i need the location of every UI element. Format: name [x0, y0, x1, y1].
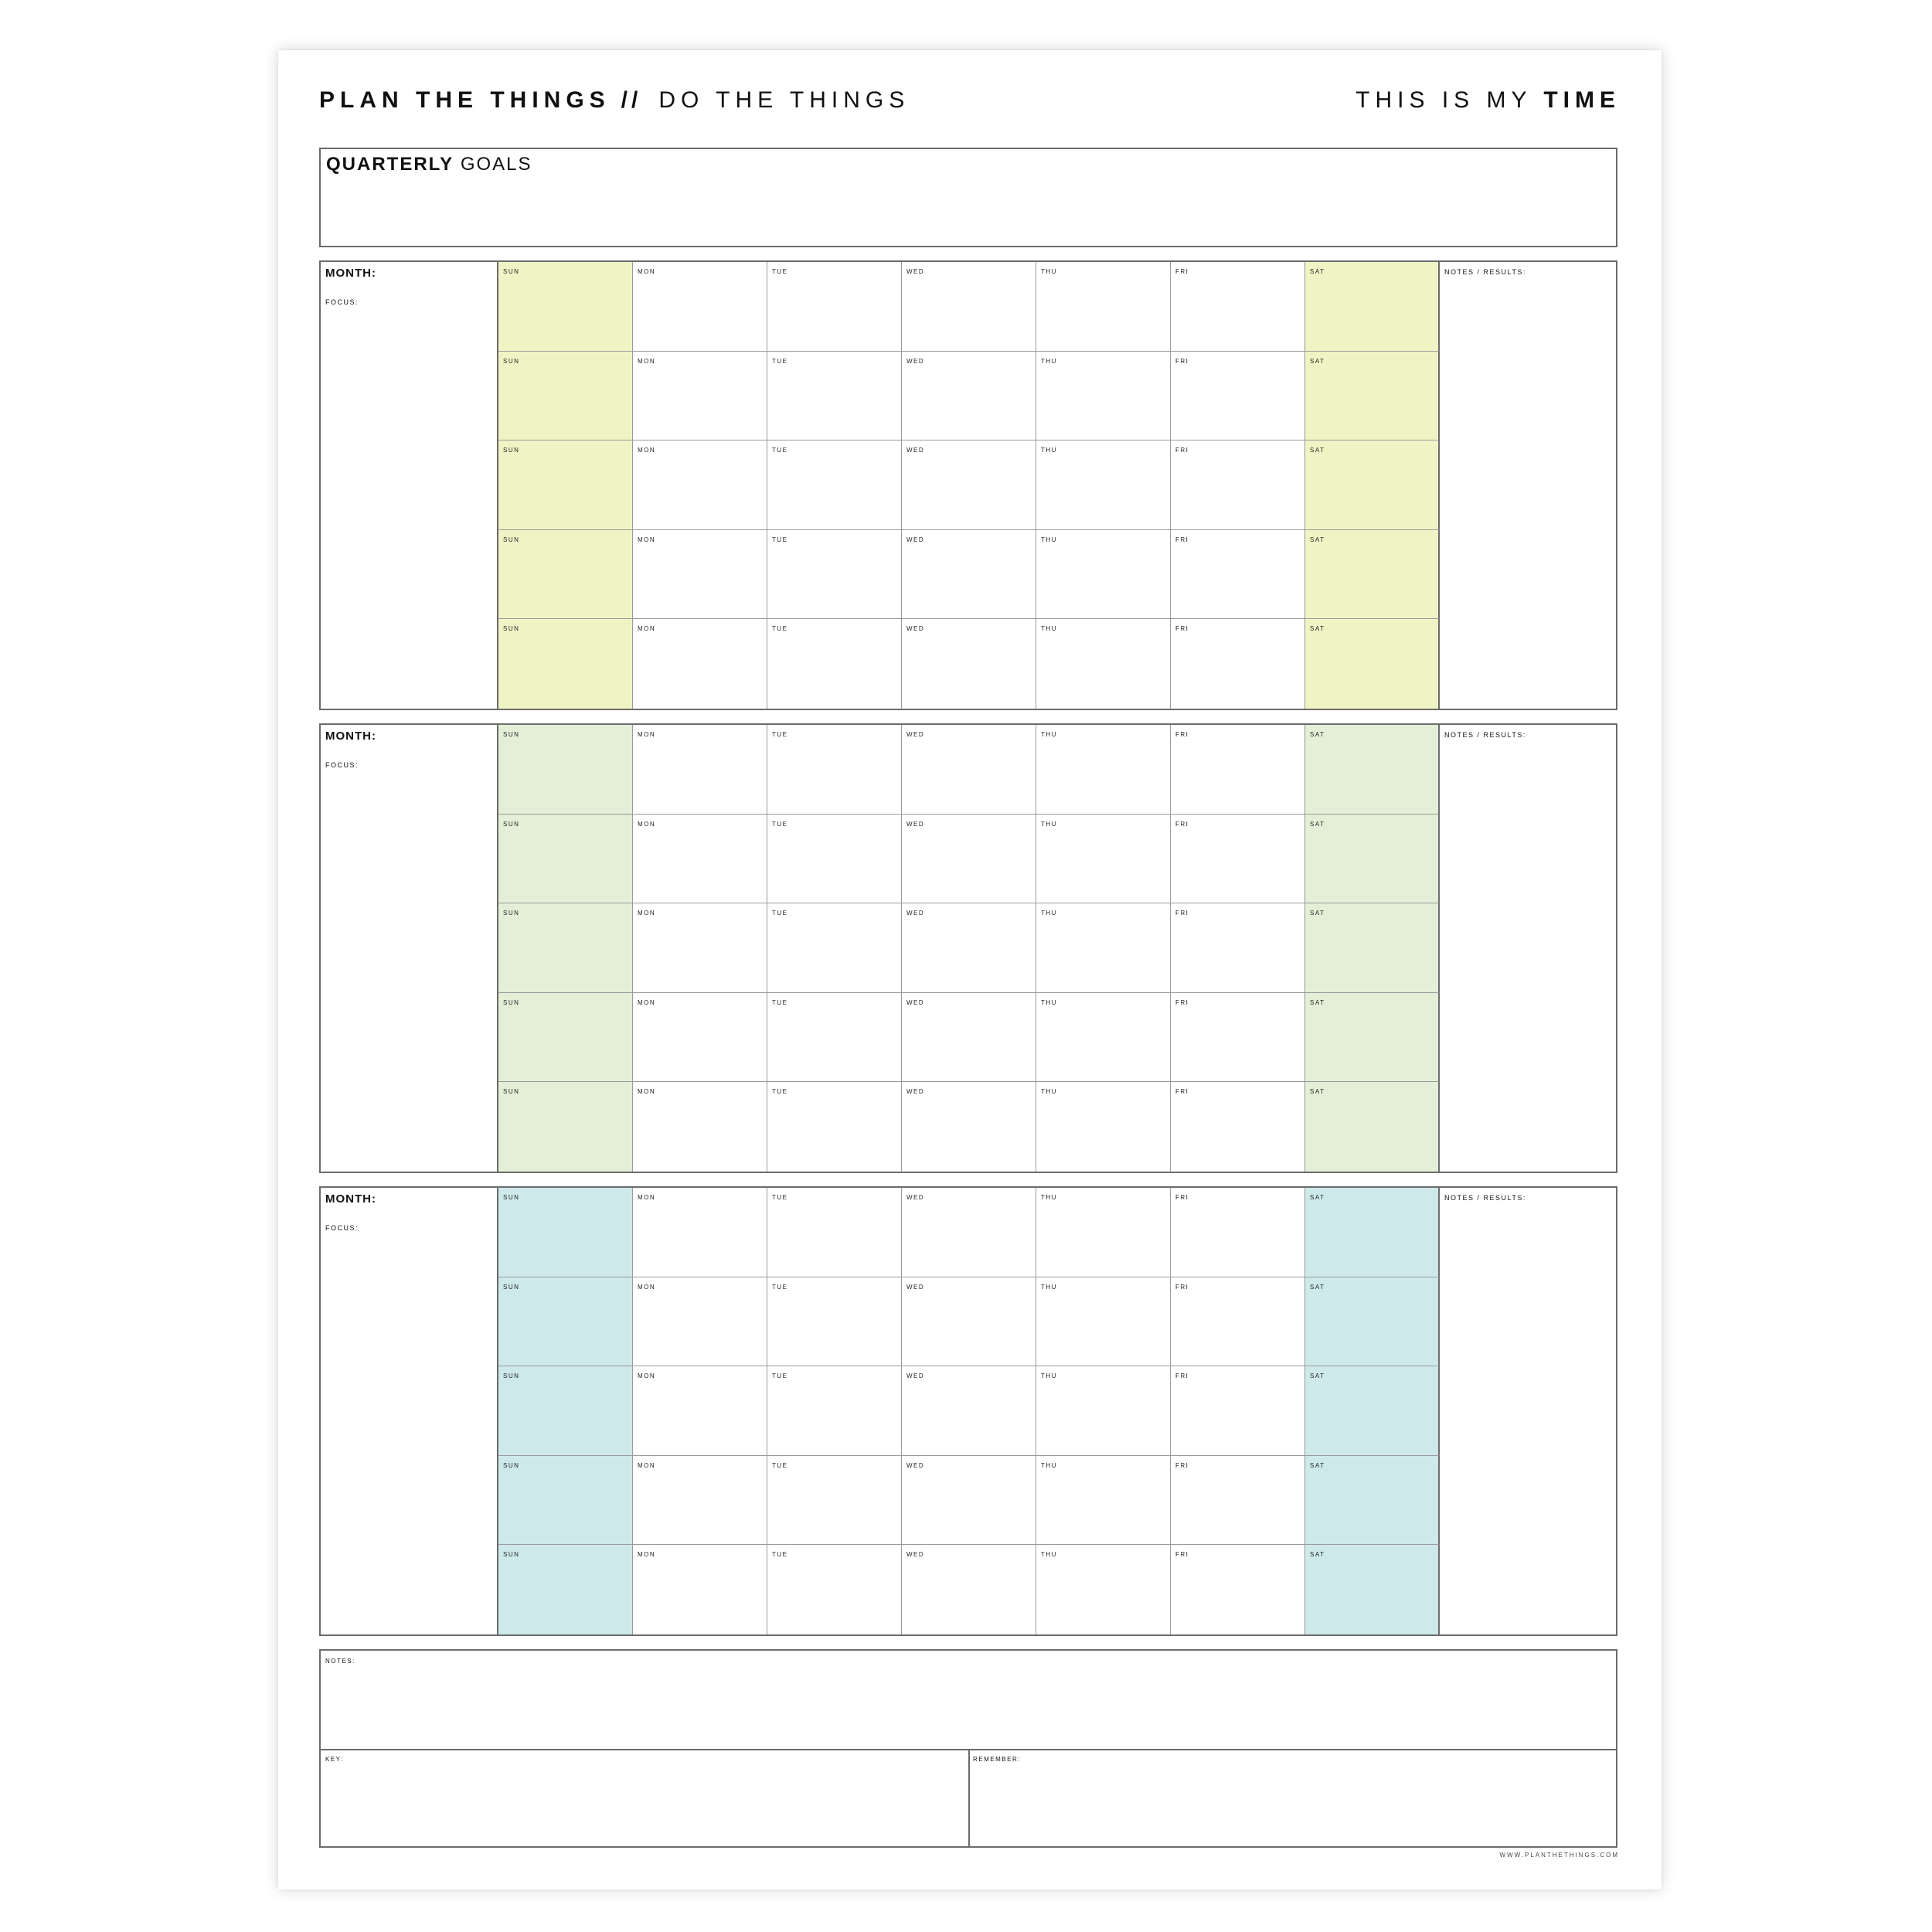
quarterly-goals-box[interactable]: [319, 148, 1617, 247]
day-cell-thu[interactable]: [1036, 440, 1171, 530]
day-cell-mon[interactable]: [633, 993, 767, 1083]
day-cell-thu[interactable]: [1036, 815, 1171, 904]
day-label: MON: [638, 731, 656, 738]
day-cell-sat[interactable]: [1305, 1456, 1440, 1546]
day-cell-wed[interactable]: [902, 1456, 1036, 1546]
day-label: MON: [638, 998, 656, 1006]
day-label: MON: [638, 1551, 656, 1559]
day-label: THU: [1041, 998, 1057, 1006]
day-cell-wed[interactable]: [902, 815, 1036, 904]
day-cell-thu[interactable]: [1036, 725, 1171, 815]
day-cell-wed[interactable]: [902, 1366, 1036, 1456]
key-label: KEY:: [325, 1756, 344, 1763]
day-cell-fri[interactable]: [1171, 352, 1305, 441]
day-cell-mon[interactable]: [633, 1277, 767, 1367]
day-label: MON: [638, 1461, 656, 1469]
day-label: WED: [906, 1372, 925, 1380]
day-cell-tue[interactable]: [767, 262, 902, 352]
day-cell-thu[interactable]: [1036, 993, 1171, 1083]
day-label: TUE: [772, 1088, 788, 1096]
day-label: MON: [638, 910, 656, 917]
day-label: WED: [906, 1088, 925, 1096]
day-cell-sat[interactable]: [1305, 993, 1440, 1083]
day-cell-sun[interactable]: [498, 440, 633, 530]
day-cell-fri[interactable]: [1171, 530, 1305, 620]
day-cell-wed[interactable]: [902, 1188, 1036, 1277]
day-label: TUE: [772, 1194, 788, 1201]
day-cell-mon[interactable]: [633, 530, 767, 620]
day-label: FRI: [1175, 1461, 1189, 1469]
day-label: FRI: [1175, 625, 1189, 633]
remember-label: REMEMBER:: [973, 1756, 1021, 1763]
day-cell-tue[interactable]: [767, 530, 902, 620]
notes-results-column[interactable]: [1440, 1188, 1616, 1634]
day-label: TUE: [772, 910, 788, 917]
day-cell-tue[interactable]: [767, 1277, 902, 1367]
day-cell-wed[interactable]: [902, 725, 1036, 815]
day-label: THU: [1041, 625, 1057, 633]
day-label: SUN: [503, 447, 520, 454]
day-label: SAT: [1310, 998, 1325, 1006]
day-label: WED: [906, 910, 925, 917]
day-label: WED: [906, 357, 925, 365]
day-label: THU: [1041, 1461, 1057, 1469]
day-label: SUN: [503, 1372, 520, 1380]
notes-results-label: NOTES / RESULTS:: [1444, 1194, 1526, 1202]
day-cell-sun[interactable]: [498, 1456, 633, 1546]
day-label: FRI: [1175, 998, 1189, 1006]
header-do-text: DO THE THINGS: [658, 87, 910, 113]
day-cell-sat[interactable]: [1305, 440, 1440, 530]
day-cell-tue[interactable]: [767, 815, 902, 904]
day-label: TUE: [772, 536, 788, 543]
day-cell-sat[interactable]: [1305, 1366, 1440, 1456]
day-label: SAT: [1310, 1283, 1325, 1291]
day-cell-tue[interactable]: [767, 993, 902, 1083]
day-cell-sat[interactable]: [1305, 815, 1440, 904]
day-cell-sun[interactable]: [498, 725, 633, 815]
notes-results-column[interactable]: [1440, 725, 1616, 1172]
month-block-3: [319, 1186, 1617, 1636]
header-this-is-my-text: THIS IS MY: [1355, 87, 1532, 113]
day-cell-fri[interactable]: [1171, 815, 1305, 904]
day-cell-fri[interactable]: [1171, 1456, 1305, 1546]
day-label: SAT: [1310, 1194, 1325, 1201]
day-label: WED: [906, 268, 925, 275]
day-label: WED: [906, 731, 925, 738]
day-cell-sun[interactable]: [498, 1188, 633, 1277]
day-label: SUN: [503, 820, 520, 828]
day-label: TUE: [772, 357, 788, 365]
planner-sheet: [278, 50, 1662, 1889]
day-cell-mon[interactable]: [633, 1082, 767, 1172]
day-label: FRI: [1175, 1283, 1189, 1291]
day-label: THU: [1041, 268, 1057, 275]
day-label: SAT: [1310, 910, 1325, 917]
day-cell-fri[interactable]: [1171, 1082, 1305, 1172]
day-cell-wed[interactable]: [902, 903, 1036, 993]
day-label: SAT: [1310, 1461, 1325, 1469]
day-cell-mon[interactable]: [633, 352, 767, 441]
day-cell-fri[interactable]: [1171, 1366, 1305, 1456]
day-label: MON: [638, 447, 656, 454]
day-label: SAT: [1310, 536, 1325, 543]
header-left: [319, 87, 910, 114]
day-label: SUN: [503, 357, 520, 365]
day-cell-sun[interactable]: [498, 1545, 633, 1634]
day-label: THU: [1041, 1088, 1057, 1096]
day-label: TUE: [772, 447, 788, 454]
day-label: MON: [638, 1372, 656, 1380]
day-label: MON: [638, 1088, 656, 1096]
day-cell-mon[interactable]: [633, 903, 767, 993]
day-label: FRI: [1175, 357, 1189, 365]
day-label: MON: [638, 1283, 656, 1291]
day-cell-thu[interactable]: [1036, 903, 1171, 993]
day-label: SAT: [1310, 357, 1325, 365]
header-right: [1355, 87, 1621, 114]
footer-url: WWW.PLANTHETHINGS.COM: [1499, 1852, 1619, 1859]
day-cell-sun[interactable]: [498, 352, 633, 441]
day-cell-sat[interactable]: [1305, 1545, 1440, 1634]
day-cell-mon[interactable]: [633, 619, 767, 709]
day-cell-tue[interactable]: [767, 1545, 902, 1634]
day-label: FRI: [1175, 1372, 1189, 1380]
month-info-column[interactable]: [321, 262, 498, 709]
day-cell-sun[interactable]: [498, 262, 633, 352]
day-cell-sat[interactable]: [1305, 725, 1440, 815]
day-cell-sun[interactable]: [498, 619, 633, 709]
day-label: FRI: [1175, 820, 1189, 828]
day-label: TUE: [772, 820, 788, 828]
key-area[interactable]: [321, 1749, 970, 1846]
day-label: FRI: [1175, 447, 1189, 454]
header-plan-text: PLAN THE THINGS: [319, 87, 611, 113]
day-cell-sat[interactable]: [1305, 1188, 1440, 1277]
month-label: MONTH:: [325, 267, 376, 280]
day-label: TUE: [772, 1372, 788, 1380]
day-cell-sat[interactable]: [1305, 619, 1440, 709]
day-cell-sat[interactable]: [1305, 1082, 1440, 1172]
day-cell-sun[interactable]: [498, 1366, 633, 1456]
bottom-section: [319, 1649, 1617, 1848]
day-label: SUN: [503, 998, 520, 1006]
day-cell-thu[interactable]: [1036, 1082, 1171, 1172]
day-label: WED: [906, 536, 925, 543]
day-label: TUE: [772, 268, 788, 275]
day-label: THU: [1041, 447, 1057, 454]
day-label: SUN: [503, 268, 520, 275]
day-label: MON: [638, 268, 656, 275]
day-cell-tue[interactable]: [767, 619, 902, 709]
day-cell-sat[interactable]: [1305, 262, 1440, 352]
day-label: WED: [906, 1461, 925, 1469]
day-label: FRI: [1175, 1088, 1189, 1096]
day-label: SAT: [1310, 731, 1325, 738]
notes-results-label: NOTES / RESULTS:: [1444, 731, 1526, 739]
day-label: SAT: [1310, 625, 1325, 633]
day-label: SAT: [1310, 820, 1325, 828]
day-cell-mon[interactable]: [633, 1366, 767, 1456]
day-cell-sun[interactable]: [498, 1082, 633, 1172]
day-label: SAT: [1310, 1088, 1325, 1096]
day-cell-tue[interactable]: [767, 352, 902, 441]
day-label: TUE: [772, 625, 788, 633]
day-label: THU: [1041, 731, 1057, 738]
day-label: FRI: [1175, 1194, 1189, 1201]
day-cell-thu[interactable]: [1036, 530, 1171, 620]
day-label: FRI: [1175, 731, 1189, 738]
focus-label: FOCUS:: [325, 1224, 359, 1232]
focus-label: FOCUS:: [325, 298, 359, 306]
day-cell-fri[interactable]: [1171, 619, 1305, 709]
day-cell-wed[interactable]: [902, 1277, 1036, 1367]
day-label: THU: [1041, 1283, 1057, 1291]
day-cell-wed[interactable]: [902, 530, 1036, 620]
day-cell-tue[interactable]: [767, 903, 902, 993]
month-info-column[interactable]: [321, 725, 498, 1172]
day-cell-fri[interactable]: [1171, 993, 1305, 1083]
month-info-column[interactable]: [321, 1188, 498, 1634]
notes-results-column[interactable]: [1440, 262, 1616, 709]
day-label: SUN: [503, 1551, 520, 1559]
month-block-1: [319, 260, 1617, 710]
day-label: WED: [906, 447, 925, 454]
day-cell-thu[interactable]: [1036, 1545, 1171, 1634]
day-label: SAT: [1310, 447, 1325, 454]
day-label: THU: [1041, 1372, 1057, 1380]
day-cell-fri[interactable]: [1171, 262, 1305, 352]
day-cell-sat[interactable]: [1305, 352, 1440, 441]
day-label: THU: [1041, 1194, 1057, 1201]
day-label: SUN: [503, 1194, 520, 1201]
day-label: FRI: [1175, 1551, 1189, 1559]
day-label: MON: [638, 1194, 656, 1201]
day-cell-wed[interactable]: [902, 619, 1036, 709]
day-label: SAT: [1310, 1551, 1325, 1559]
day-cell-thu[interactable]: [1036, 1188, 1171, 1277]
day-cell-fri[interactable]: [1171, 725, 1305, 815]
day-cell-thu[interactable]: [1036, 1277, 1171, 1367]
day-label: TUE: [772, 1283, 788, 1291]
day-label: FRI: [1175, 910, 1189, 917]
day-label: SAT: [1310, 1372, 1325, 1380]
quarterly-label: QUARTERLY: [326, 154, 454, 175]
notes-area[interactable]: [321, 1651, 1616, 1750]
day-cell-sat[interactable]: [1305, 903, 1440, 993]
day-cell-mon[interactable]: [633, 815, 767, 904]
day-label: WED: [906, 820, 925, 828]
day-cell-wed[interactable]: [902, 1082, 1036, 1172]
header-time-text: TIME: [1543, 87, 1621, 113]
day-label: SUN: [503, 1283, 520, 1291]
day-cell-fri[interactable]: [1171, 1277, 1305, 1367]
day-cell-sun[interactable]: [498, 815, 633, 904]
day-label: TUE: [772, 731, 788, 738]
day-cell-mon[interactable]: [633, 1456, 767, 1546]
day-cell-tue[interactable]: [767, 725, 902, 815]
day-label: WED: [906, 1551, 925, 1559]
day-label: SUN: [503, 910, 520, 917]
day-label: SUN: [503, 1461, 520, 1469]
day-label: WED: [906, 625, 925, 633]
day-label: THU: [1041, 910, 1057, 917]
day-cell-fri[interactable]: [1171, 440, 1305, 530]
day-cell-mon[interactable]: [633, 1188, 767, 1277]
day-label: THU: [1041, 357, 1057, 365]
day-cell-fri[interactable]: [1171, 1188, 1305, 1277]
day-label: SUN: [503, 536, 520, 543]
day-cell-sun[interactable]: [498, 903, 633, 993]
day-label: SUN: [503, 1088, 520, 1096]
day-cell-tue[interactable]: [767, 440, 902, 530]
month-label: MONTH:: [325, 730, 376, 743]
quarterly-goals-title: [326, 154, 532, 175]
day-label: TUE: [772, 998, 788, 1006]
notes-results-label: NOTES / RESULTS:: [1444, 268, 1526, 276]
day-cell-fri[interactable]: [1171, 1545, 1305, 1634]
day-cell-wed[interactable]: [902, 440, 1036, 530]
day-cell-wed[interactable]: [902, 993, 1036, 1083]
day-label: FRI: [1175, 536, 1189, 543]
day-cell-sat[interactable]: [1305, 530, 1440, 620]
day-label: WED: [906, 1194, 925, 1201]
day-label: WED: [906, 1283, 925, 1291]
focus-label: FOCUS:: [325, 761, 359, 769]
month-label: MONTH:: [325, 1192, 376, 1206]
day-cell-fri[interactable]: [1171, 903, 1305, 993]
day-label: THU: [1041, 1551, 1057, 1559]
page-header: [319, 85, 1621, 116]
day-label: THU: [1041, 536, 1057, 543]
day-label: MON: [638, 357, 656, 365]
day-cell-thu[interactable]: [1036, 1456, 1171, 1546]
day-label: WED: [906, 998, 925, 1006]
day-cell-thu[interactable]: [1036, 352, 1171, 441]
day-label: MON: [638, 536, 656, 543]
day-cell-sat[interactable]: [1305, 1277, 1440, 1367]
day-label: SAT: [1310, 268, 1325, 275]
day-cell-mon[interactable]: [633, 440, 767, 530]
day-label: THU: [1041, 820, 1057, 828]
month-block-2: [319, 723, 1617, 1173]
header-separator: //: [621, 87, 642, 113]
day-cell-tue[interactable]: [767, 1082, 902, 1172]
day-label: SUN: [503, 625, 520, 633]
goals-label: GOALS: [460, 154, 532, 175]
day-cell-sun[interactable]: [498, 993, 633, 1083]
day-cell-mon[interactable]: [633, 1545, 767, 1634]
day-cell-wed[interactable]: [902, 352, 1036, 441]
day-cell-tue[interactable]: [767, 1366, 902, 1456]
day-label: MON: [638, 820, 656, 828]
day-label: FRI: [1175, 268, 1189, 275]
remember-area[interactable]: [968, 1749, 1616, 1846]
day-cell-mon[interactable]: [633, 725, 767, 815]
day-cell-tue[interactable]: [767, 1188, 902, 1277]
day-label: TUE: [772, 1551, 788, 1559]
notes-label: NOTES:: [325, 1658, 355, 1665]
day-label: MON: [638, 625, 656, 633]
day-cell-mon[interactable]: [633, 262, 767, 352]
day-cell-sun[interactable]: [498, 1277, 633, 1367]
day-cell-tue[interactable]: [767, 1456, 902, 1546]
day-label: TUE: [772, 1461, 788, 1469]
day-cell-wed[interactable]: [902, 262, 1036, 352]
day-cell-thu[interactable]: [1036, 262, 1171, 352]
day-cell-sun[interactable]: [498, 530, 633, 620]
day-cell-thu[interactable]: [1036, 619, 1171, 709]
day-cell-wed[interactable]: [902, 1545, 1036, 1634]
day-label: SUN: [503, 731, 520, 738]
day-cell-thu[interactable]: [1036, 1366, 1171, 1456]
